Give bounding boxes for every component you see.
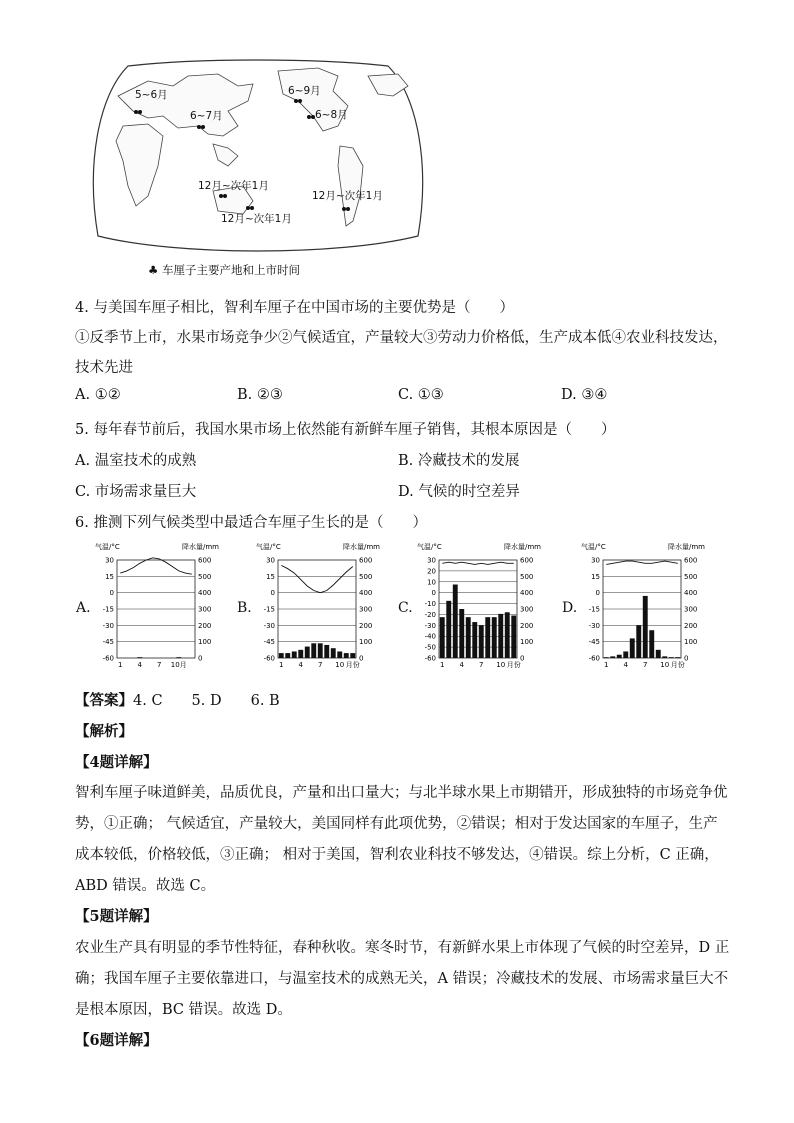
answer-label: 【答案】 <box>75 692 133 709</box>
cherry-icon: ♣ <box>148 263 159 277</box>
precip-bar <box>643 596 648 658</box>
precip-tick: 600 <box>520 556 534 565</box>
q4-stem: 4. 与美国车厘子相比，智利车厘子在中国市场的主要优势是（ ） <box>75 300 514 316</box>
precip-bar <box>459 609 464 658</box>
precip-tick: 600 <box>684 556 698 565</box>
axis-label-precip: 降水量/mm <box>668 543 705 551</box>
precip-bar <box>505 612 510 658</box>
d4-line: 成本较低，价格较低，③正确； 相对于美国，智利农业科技不够发达，④错误。综上分析，C 正确， <box>75 847 719 863</box>
map-label: 12月~次年1月 <box>221 213 292 225</box>
precip-tick: 400 <box>198 589 212 598</box>
precip-bar <box>662 656 667 658</box>
month-tick: 10 <box>335 661 345 669</box>
month-tick: 4 <box>137 661 142 669</box>
temp-tick: -60 <box>263 654 275 663</box>
q6-option-b[interactable]: B. <box>237 600 252 616</box>
month-tick: 10 <box>496 661 506 669</box>
temp-tick: 20 <box>427 567 436 576</box>
precip-tick: 0 <box>520 654 525 663</box>
temperature-curve <box>442 562 514 564</box>
precip-bar <box>446 601 451 658</box>
map-legend: ♣ 车厘子主要产地和上市时间 <box>148 263 300 277</box>
q6-stem: 6. 推测下列气候类型中最适合车厘子生长的是（ ） <box>75 515 427 531</box>
temp-tick: -60 <box>424 654 436 663</box>
q5-option-a[interactable]: A. 温室技术的成熟 <box>75 453 197 469</box>
cherry-marker <box>134 110 138 114</box>
month-tick: 1 <box>604 661 609 669</box>
month-tick: 月份 <box>345 661 360 669</box>
month-tick: 10 <box>660 661 670 669</box>
precip-bar <box>137 657 142 658</box>
map-label: 6~8月 <box>315 109 348 121</box>
d5-line: 农业生产具有明显的季节性特征，春种秋收。寒冬时节，有新鲜水果上市体现了气候的时空差异，D 正 <box>75 940 730 956</box>
map-label: 12月~次年1月 <box>312 190 383 202</box>
cherry-marker <box>342 207 346 211</box>
q6-option-a[interactable]: A. <box>76 600 91 616</box>
precip-tick: 500 <box>198 572 212 581</box>
precip-bar <box>656 650 661 658</box>
climate-chart-c <box>417 540 541 672</box>
month-tick: 1 <box>279 661 284 669</box>
temp-tick: -30 <box>588 621 600 630</box>
precip-tick: 400 <box>359 589 373 598</box>
temp-tick: -45 <box>263 638 275 647</box>
precip-tick: 200 <box>198 621 212 630</box>
q4-option-d[interactable]: D. ③④ <box>561 387 608 403</box>
axis-label-precip: 降水量/mm <box>182 543 219 551</box>
precip-tick: 500 <box>359 572 373 581</box>
q4-option-b[interactable]: B. ②③ <box>237 387 283 403</box>
month-tick: 4 <box>623 661 628 669</box>
map-label: 6~7月 <box>190 110 223 122</box>
precip-tick: 0 <box>198 654 203 663</box>
precip-bar <box>617 655 622 658</box>
precip-bar <box>298 650 303 658</box>
precip-bar <box>604 657 609 658</box>
q5-option-b[interactable]: B. 冷藏技术的发展 <box>398 453 520 469</box>
precip-bar <box>675 657 680 658</box>
temp-tick: -30 <box>102 621 114 630</box>
precip-bar <box>311 643 316 658</box>
q4-desc: 技术先进 <box>75 360 133 376</box>
precip-bar <box>610 656 615 658</box>
month-tick: 7 <box>157 661 162 669</box>
temp-tick: -30 <box>263 621 275 630</box>
temp-tick: 15 <box>266 572 275 581</box>
precip-bar <box>440 617 445 658</box>
cherry-marker <box>294 99 298 103</box>
temp-tick: -10 <box>424 600 436 609</box>
month-tick: 10月 <box>170 661 187 669</box>
precip-tick: 0 <box>359 654 364 663</box>
precip-bar <box>292 651 297 658</box>
precip-tick: 600 <box>198 556 212 565</box>
map-label: 12月~次年1月 <box>198 180 269 192</box>
temp-tick: -50 <box>424 643 436 652</box>
precip-bar <box>466 617 471 658</box>
temp-tick: -60 <box>588 654 600 663</box>
precip-tick: 100 <box>359 638 373 647</box>
temperature-curve <box>606 561 678 564</box>
temp-tick: 0 <box>431 589 436 598</box>
cherry-marker <box>219 194 223 198</box>
cherry-marker <box>307 115 311 119</box>
temp-tick: -45 <box>588 638 600 647</box>
q5-option-c[interactable]: C. 市场需求量巨大 <box>75 484 197 500</box>
q6-option-c[interactable]: C. <box>398 600 413 616</box>
precip-bar <box>324 645 329 658</box>
temperature-curve <box>281 565 353 592</box>
d4-line: 智利车厘子味道鲜美，品质优良，产量和出口量大；与北半球水果上市期错开，形成独特的市场竞争优 <box>75 785 728 801</box>
precip-bar <box>649 630 654 658</box>
cherry-marker <box>197 125 201 129</box>
axis-label-precip: 降水量/mm <box>504 543 541 551</box>
precip-bar <box>279 653 284 658</box>
d5-line: 是根本原因，BC 错误。故选 D。 <box>75 1002 292 1018</box>
temp-tick: -15 <box>588 605 600 614</box>
world-map-figure <box>78 56 438 278</box>
month-tick: 月份 <box>506 661 521 669</box>
precip-bar <box>318 643 323 658</box>
precip-tick: 0 <box>684 654 689 663</box>
precip-bar <box>305 647 310 658</box>
month-tick: 7 <box>479 661 484 669</box>
precip-tick: 500 <box>684 572 698 581</box>
month-tick: 4 <box>459 661 464 669</box>
q4-option-a[interactable]: A. ①② <box>75 387 121 403</box>
climate-chart-d <box>581 540 705 672</box>
precip-bar <box>623 651 628 658</box>
temp-tick: 0 <box>109 589 114 598</box>
precip-tick: 400 <box>684 589 698 598</box>
month-tick: 7 <box>318 661 323 669</box>
temp-tick: -40 <box>424 632 436 641</box>
precip-tick: 300 <box>359 605 373 614</box>
precip-bar <box>485 617 490 658</box>
precip-bar <box>636 625 641 658</box>
world-map <box>78 56 438 278</box>
temp-tick: 0 <box>595 589 600 598</box>
map-label: 5~6月 <box>135 89 168 101</box>
q4-option-c[interactable]: C. ①③ <box>398 387 444 403</box>
map-label: 6~9月 <box>288 85 321 97</box>
precip-bar <box>492 617 497 658</box>
q5-stem: 5. 每年春节前后，我国水果市场上依然能有新鲜车厘子销售，其根本原因是（ ） <box>75 422 616 438</box>
temp-tick: 30 <box>266 556 275 565</box>
precip-bar <box>285 653 290 658</box>
month-tick: 1 <box>118 661 123 669</box>
temp-tick: 0 <box>270 589 275 598</box>
precip-tick: 400 <box>520 589 534 598</box>
axis-label-temp: 气温/°C <box>581 543 606 551</box>
precip-bar <box>453 585 458 659</box>
precip-bar <box>331 648 336 658</box>
precip-tick: 200 <box>684 621 698 630</box>
precip-tick: 100 <box>520 638 534 647</box>
cherry-marker <box>246 206 250 210</box>
temp-tick: -20 <box>424 610 436 619</box>
month-tick: 月份 <box>670 661 685 669</box>
month-tick: 1 <box>440 661 445 669</box>
month-tick: 4 <box>298 661 303 669</box>
temp-tick: 30 <box>591 556 600 565</box>
d5-title: 【5题详解】 <box>75 908 158 925</box>
temp-tick: -60 <box>102 654 114 663</box>
precip-bar <box>176 657 181 658</box>
q4-desc: ①反季节上市，水果市场竞争少②气候适宜，产量较大③劳动力价格低，生产成本低④农业科技发达， <box>75 330 728 346</box>
precip-tick: 100 <box>684 638 698 647</box>
temp-tick: -30 <box>424 621 436 630</box>
precip-tick: 200 <box>520 621 534 630</box>
q6-option-d[interactable]: D. <box>562 600 578 616</box>
precip-tick: 600 <box>359 556 373 565</box>
analysis-label: 【解析】 <box>75 723 133 740</box>
precip-bar <box>344 653 349 658</box>
temp-tick: 15 <box>591 572 600 581</box>
precip-tick: 300 <box>520 605 534 614</box>
temp-tick: -15 <box>263 605 275 614</box>
axis-label-temp: 气温/°C <box>95 543 120 551</box>
d4-title: 【4题详解】 <box>75 754 158 771</box>
temp-tick: 30 <box>105 556 114 565</box>
precip-tick: 500 <box>520 572 534 581</box>
precip-bar <box>472 622 477 658</box>
precip-bar <box>498 614 503 658</box>
temp-tick: -15 <box>102 605 114 614</box>
answer-text: 4. C 5. D 6. B <box>133 693 280 709</box>
d4-line: 势，①正确； 气候适宜，产量较大，美国同样有此项优势，②错误；相对于发达国家的车厘子，生产 <box>75 816 718 832</box>
climate-chart-a <box>95 540 219 672</box>
precip-bar <box>511 616 516 658</box>
precip-tick: 200 <box>359 621 373 630</box>
d6-title: 【6题详解】 <box>75 1032 158 1049</box>
precip-tick: 300 <box>684 605 698 614</box>
precip-bar <box>350 653 355 658</box>
d5-line: 确；我国车厘子主要依靠进口，与温室技术的成熟无关，A 错误；冷藏技术的发展、市场需求量巨大不 <box>75 971 729 987</box>
precip-bar <box>630 638 635 658</box>
precip-tick: 100 <box>198 638 212 647</box>
temp-tick: 30 <box>427 556 436 565</box>
precip-bar <box>479 625 484 658</box>
month-tick: 7 <box>643 661 648 669</box>
temp-tick: 10 <box>427 578 436 587</box>
q5-option-d[interactable]: D. 气候的时空差异 <box>398 484 520 500</box>
precip-tick: 300 <box>198 605 212 614</box>
answer <box>75 689 280 710</box>
temp-tick: -45 <box>102 638 114 647</box>
axis-label-precip: 降水量/mm <box>343 543 380 551</box>
d4-line: ABD 错误。故选 C。 <box>75 878 216 894</box>
axis-label-temp: 气温/°C <box>417 543 442 551</box>
precip-bar <box>669 657 674 658</box>
climate-chart-b <box>256 540 380 672</box>
precip-bar <box>337 651 342 658</box>
temp-tick: 15 <box>105 572 114 581</box>
axis-label-temp: 气温/°C <box>256 543 281 551</box>
